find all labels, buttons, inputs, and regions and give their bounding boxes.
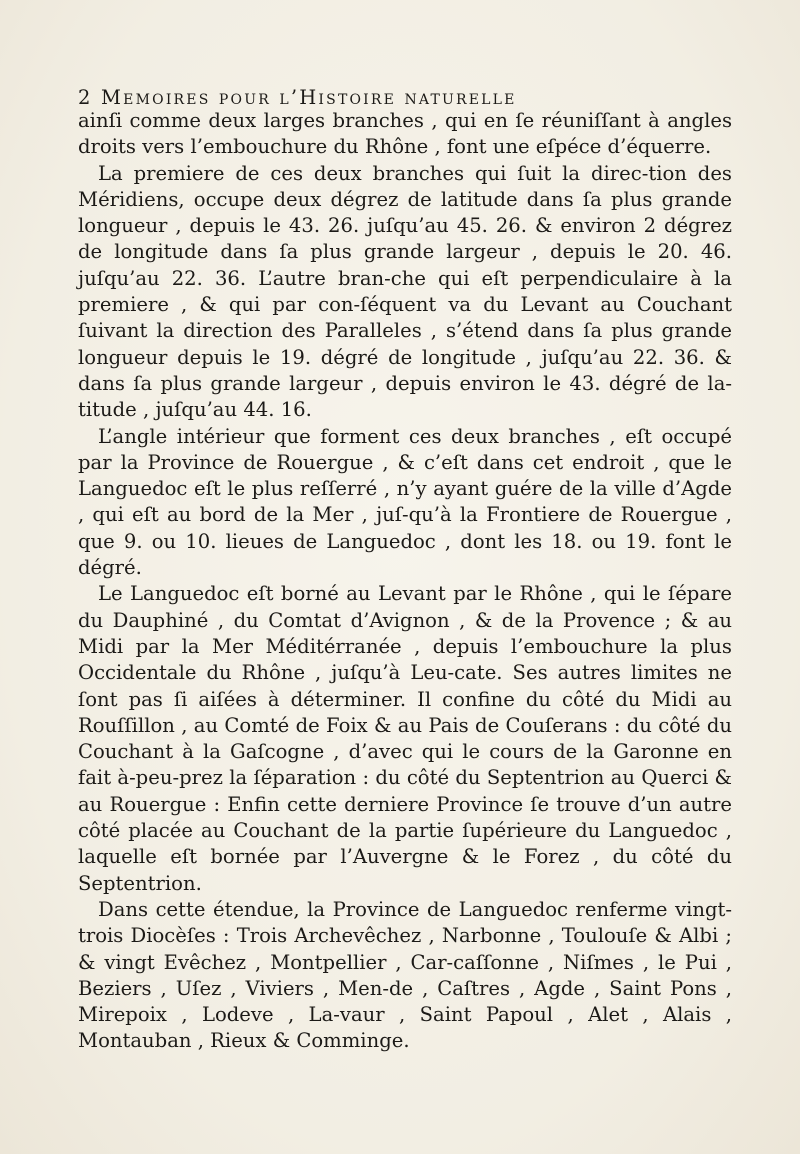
paragraph: Dans cette étendue, la Province de Languedoc renferme vingt-trois Diocèſes : Trois Archevêchez , Narbonne , Toulouſe & Albi ; & vingt Evêchez , Montpellier , Car-caſſonne , Niſmes , le Pui , Beziers , Uſez , Viviers , Men-de , Caſtres , Agde , Saint Pons , Mirepoix , Lodeve , La-vaur , Saint Papoul , Alet , Alais , Montauban , Rieux & Comminge. (78, 897, 732, 1053)
paragraph: La premiere de ces deux branches qui ſuit la direc-tion des Méridiens, occupe deux dégrez de latitude dans ſa plus grande longueur , depuis le 43. 26. juſqu’au 45. 26. & environ 2 dégrez de longitude dans ſa plus grande largeur , depuis le 20. 46. juſqu’au 22. 36. L’autre bran-che qui eſt perpendiculaire à la premiere , & qui par con-ſéquent va du Levant au Couchant ſuivant la direction des Paralleles , s’étend dans ſa plus grande longueur depuis le 19. dégré de longitude , juſqu’au 22. 36. & dans ſa plus grande largeur , depuis environ le 43. dégré de la-titude , juſqu’au 44. 16. (78, 161, 732, 422)
paragraph: ainſi comme deux larges branches , qui en ſe réuniſſant à angles droits vers l’embouchure du Rhône , font une eſpéce d’équerre. (78, 109, 732, 159)
page-number: 2 (78, 86, 93, 109)
body-text (78, 108, 732, 1055)
running-header (78, 86, 738, 110)
paragraph: Le Languedoc eſt borné au Levant par le Rhône , qui le ſépare du Dauphiné , du Comtat d’Avignon , & de la Provence ; & au Midi par la Mer Méditérranée , depuis l’embouchure la plus Occidentale du Rhône , juſqu’à Leu-cate. Ses autres limites ne ſont pas ſi aiſées à déterminer. Il confine du côté du Midi au Rouſſillon , au Comté de Foix & au Pais de Couſerans : du côté du Couchant à la Gaſcogne , d’avec qui le cours de la Garonne en fait à-peu-prez la ſéparation : du côté du Septentrion au Querci & au Rouergue : Enfin cette derniere Province ſe trouve d’un autre côté placée au Couchant de la partie ſupérieure du Languedoc , laquelle eſt bornée par l’Auvergne & le Forez , du côté du Septentrion. (78, 582, 732, 895)
paragraph: L’angle intérieur que forment ces deux branches , eſt occupé par la Province de Rouergue , & c’eſt dans cet endroit , que le Languedoc eſt le plus reſſerré , n’y ayant guére de la ville d’Agde , qui eſt au bord de la Mer , juſ-qu’à la Frontiere de Rouergue , que 9. ou 10. lieues de Languedoc , dont les 18. ou 19. font le dégré. (78, 424, 732, 580)
running-title: Memoires pour l’Histoire naturelle (101, 86, 517, 109)
